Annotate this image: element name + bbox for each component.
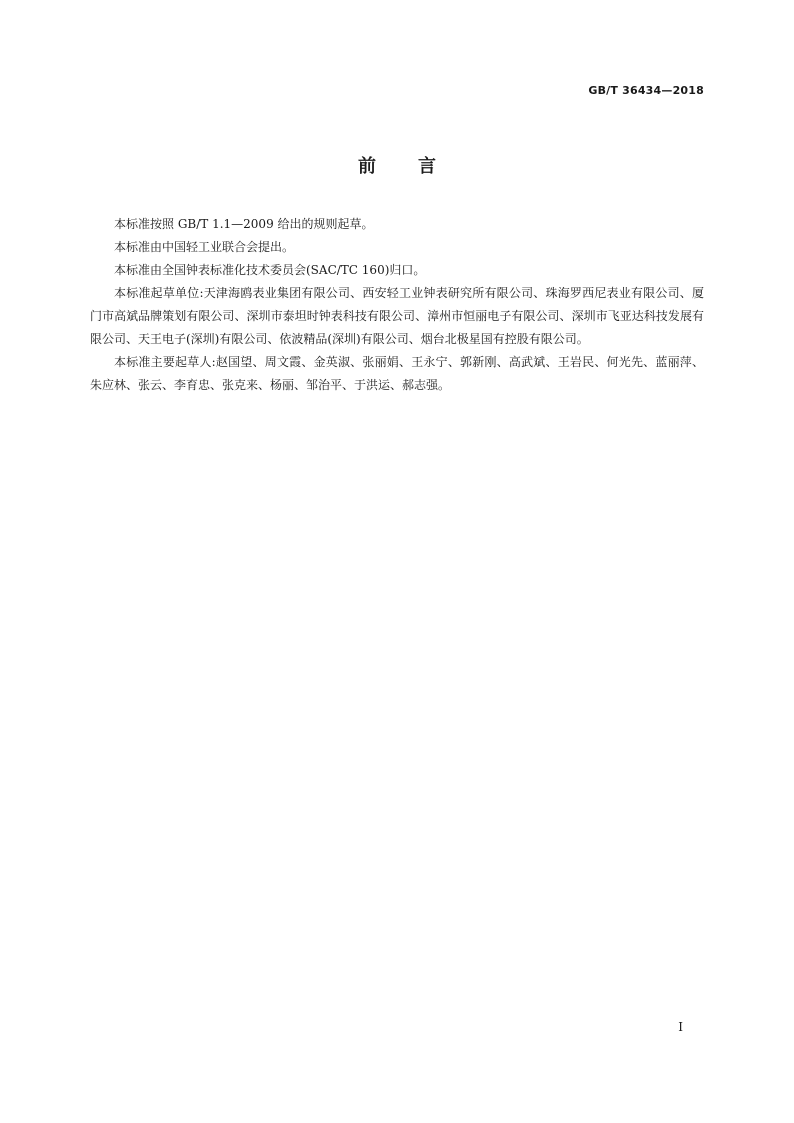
- page-title: 前言: [358, 156, 478, 177]
- foreword-paragraph: 本标准起草单位:天津海鸥表业集团有限公司、西安轻工业钟表研究所有限公司、珠海罗西尼表业有限公司、厦门市高斌品牌策划有限公司、深圳市泰坦时钟表科技有限公司、漳州市恒丽电子有限公司、深圳市飞亚达科技发展有限公司、天王电子(深圳)有限公司、依波精品(深圳)有限公司、烟台北极星国有控股有限公司。: [90, 286, 704, 346]
- foreword-body: [90, 213, 704, 397]
- foreword-paragraph: 本标准由全国钟表标准化技术委员会(SAC/TC 160)归口。: [114, 263, 426, 277]
- standard-code: GB/T 36434—2018: [588, 84, 704, 97]
- page-number: I: [678, 1020, 683, 1034]
- foreword-paragraph: 本标准按照 GB/T 1.1—2009 给出的规则起草。: [114, 217, 374, 231]
- foreword-paragraph: 本标准主要起草人:赵国望、周文霞、金英淑、张丽娟、王永宁、郭新刚、高武斌、王岩民、何光先、蓝丽萍、朱应林、张云、李育忠、张克来、杨丽、邹治平、于洪运、郝志强。: [90, 355, 704, 392]
- foreword-paragraph: 本标准由中国轻工业联合会提出。: [114, 240, 295, 254]
